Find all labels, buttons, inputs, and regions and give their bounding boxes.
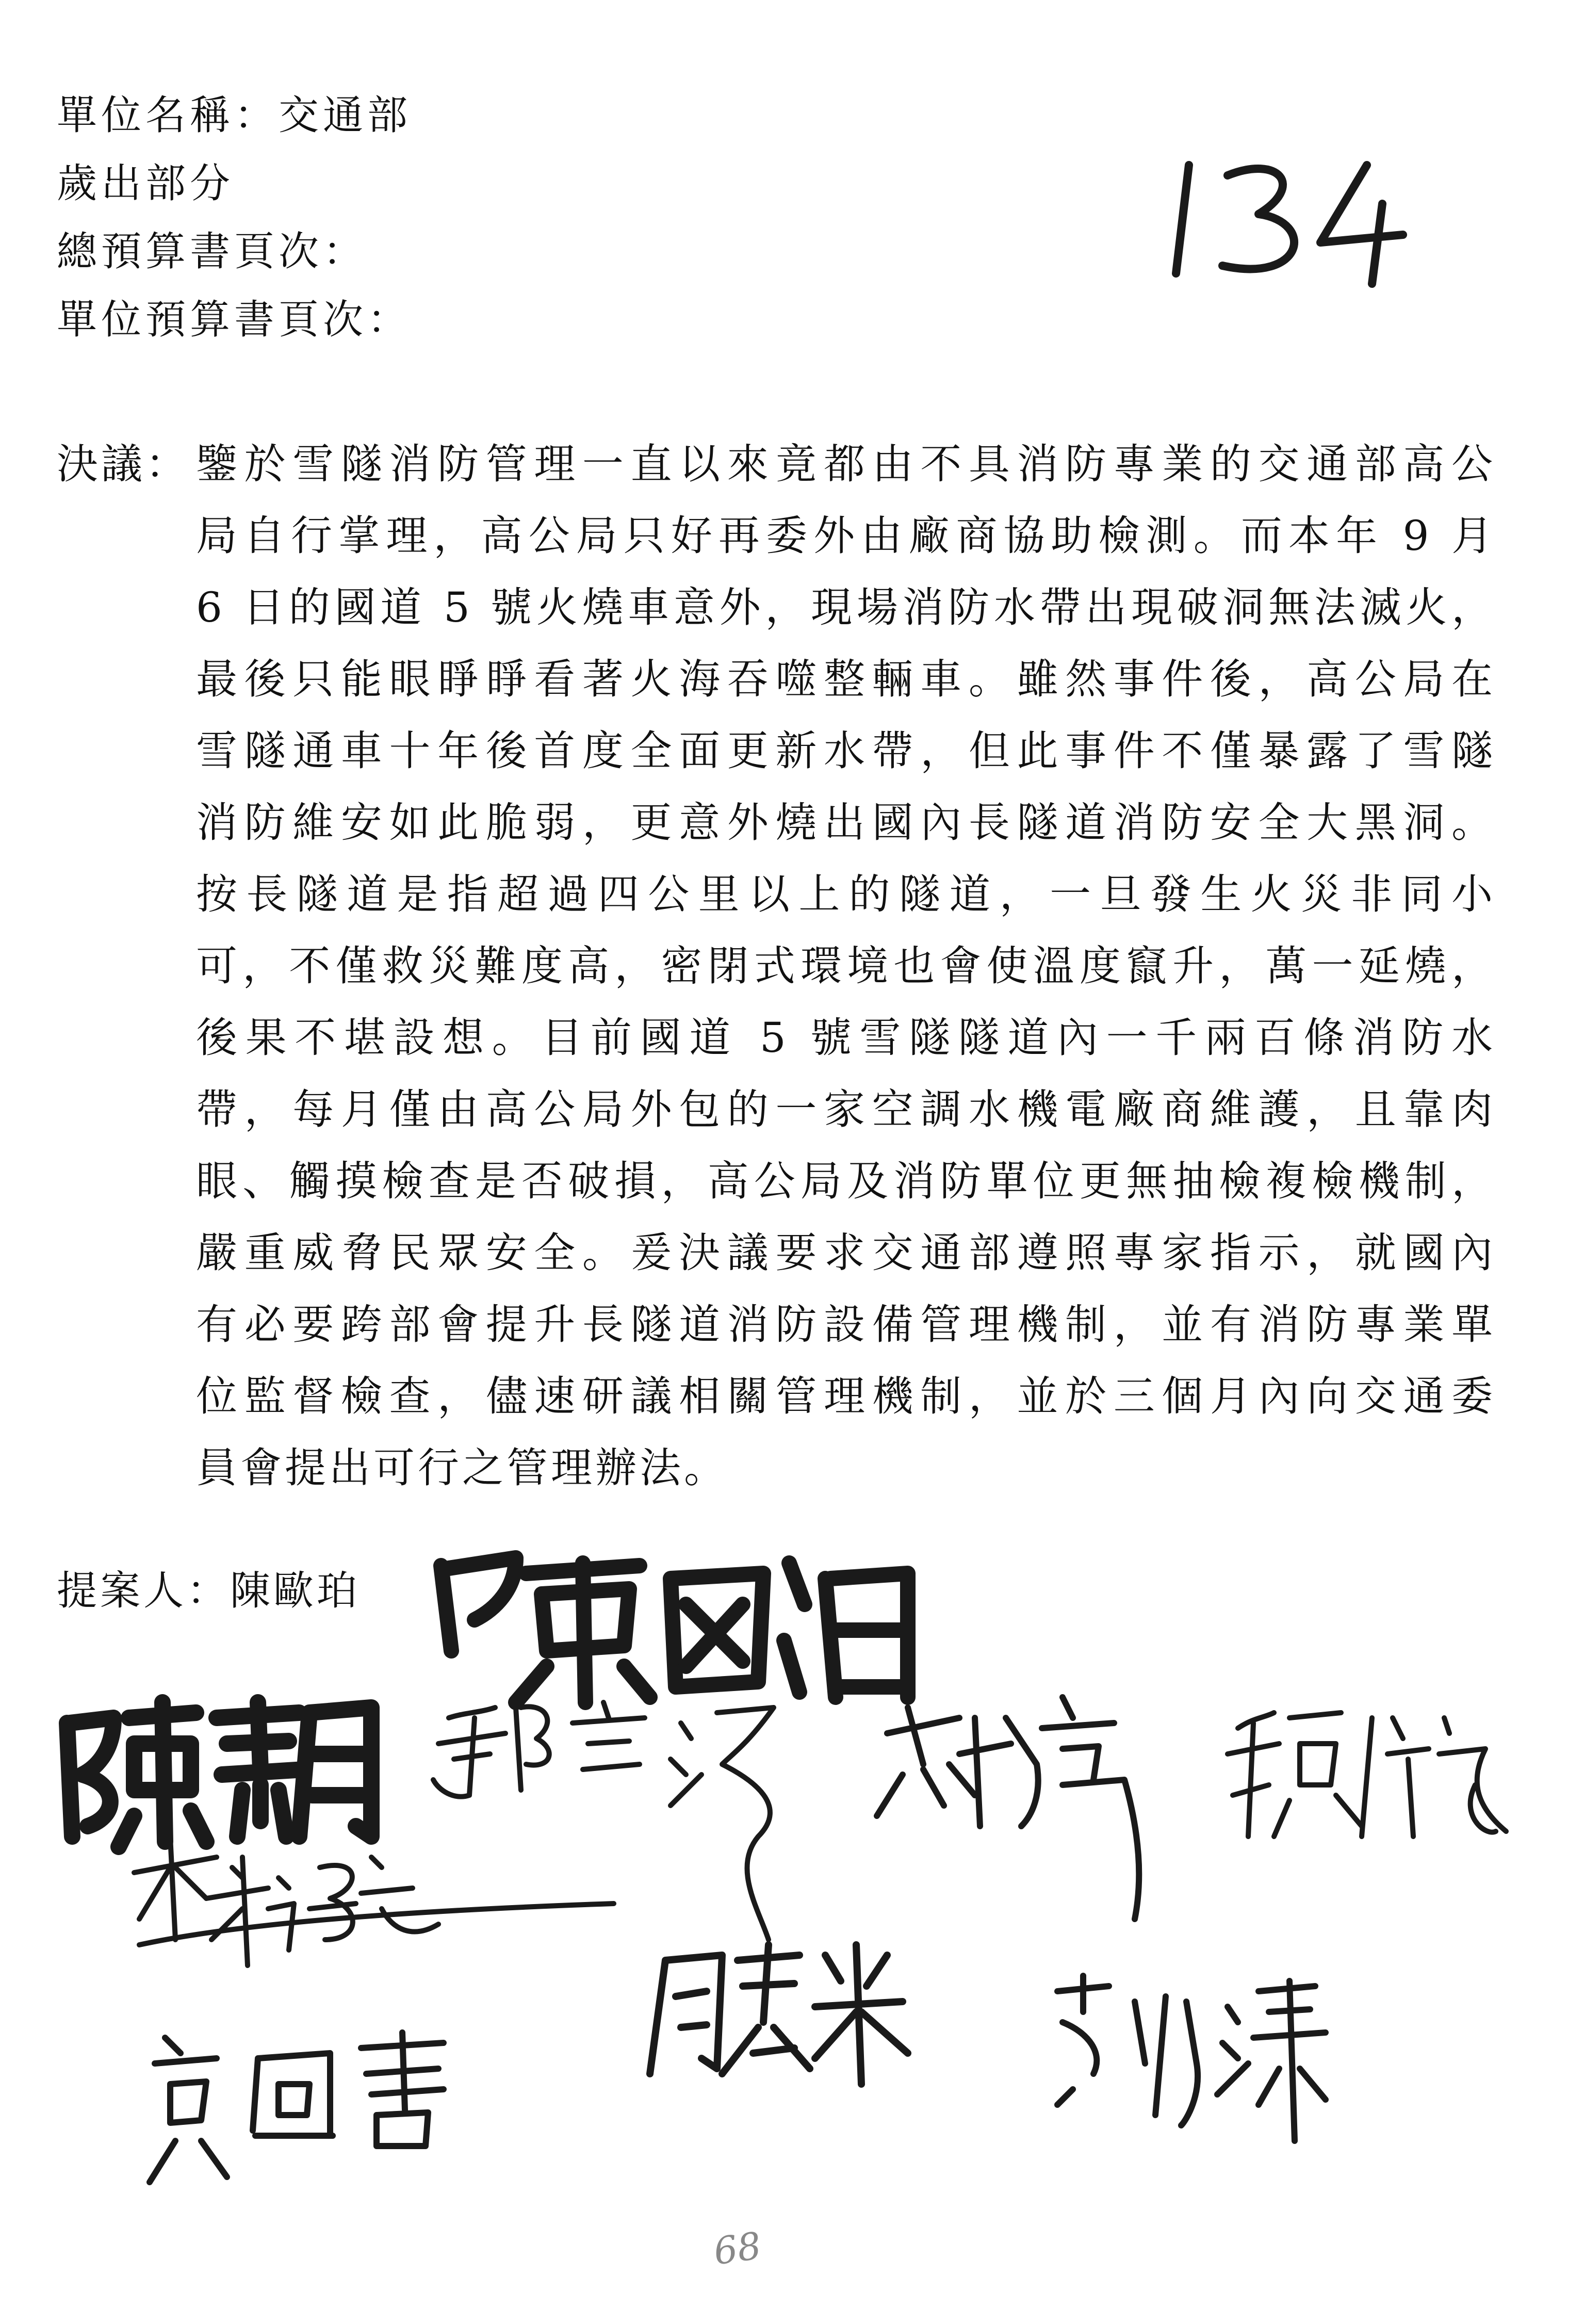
- resolution-line: 消防維安如此脆弱，更意外燒出國內長隧道消防安全大黑洞。: [196, 799, 1496, 847]
- resolution-line: 眼、觸摸檢查是否破損，高公局及消防單位更無抽檢複檢機制，: [196, 1157, 1496, 1205]
- page-footer: [0, 2213, 1584, 2285]
- resolution-line: 6 日的國道 5 號火燒車意外，現場消防水帶出現破洞無法滅火，: [196, 583, 1496, 631]
- resolution-line: 帶，每月僅由高公局外包的一家空調水機電廠商維護，且靠肉: [196, 1085, 1496, 1133]
- resolution-label: 決議：: [57, 440, 190, 488]
- proposer-line: 提案人：陳歐珀: [57, 1568, 361, 1614]
- signature-lin-chun-hsien: [134, 1837, 614, 1965]
- resolution-line: 最後只能眼睜睜看著火海吞噬整輛車。雖然事件後，高公局在: [196, 655, 1496, 703]
- signature-tsai-yi-yu: [877, 1697, 1139, 1919]
- unit-budget-page-line: 單位預算書頁次：: [57, 297, 412, 343]
- resolution-line: 局自行掌理，高公局只好再委外由廠商協助檢測。而本年 9 月: [196, 512, 1496, 560]
- resolution-line: 鑒於雪隧消防管理一直以來竟都由不具消防專業的交通部高公: [196, 440, 1496, 488]
- resolution-line: 按長隧道是指超過四公里以上的隧道，一旦發生火災非同小: [196, 870, 1496, 918]
- signature-chou-chun-mi: [650, 1945, 908, 2084]
- resolution-line: 後果不堪設想。目前國道 5 號雪隧隧道內一千兩百條消防水: [196, 1014, 1496, 1062]
- signature-chen-su-yue: [67, 1702, 371, 1847]
- resolution-line: 可，不僅救災難度高，密閉式環境也會使溫度竄升，萬一延燒，: [196, 942, 1496, 990]
- signature-huang-kuo-shu: [150, 2033, 444, 2182]
- signature-chen-ou-po: [441, 1558, 908, 1702]
- unit-name-line: 單位名稱：交通部: [57, 92, 412, 139]
- resolution-line: 員會提出可行之管理辦法。: [196, 1444, 728, 1492]
- signature-chung-chia-pin: [1228, 1713, 1506, 1837]
- resolution-line: 雪隧通車十年後首度全面更新水帶，但此事件不僅暴露了雪隧: [196, 727, 1496, 775]
- resolution-line: 位監督檢查，儘速研議相關管理機制，並於三個月內向交通委: [196, 1372, 1496, 1420]
- section-line: 歲出部分: [57, 160, 235, 207]
- resolution-line: 嚴重威脅民眾安全。爰決議要求交通部遵照專家指示，就國內: [196, 1229, 1496, 1277]
- footer-page-number: 68: [711, 2223, 764, 2273]
- resolution-line: 有必要跨部會提升長隧道消防設備管理機制，並有消防專業單: [196, 1301, 1496, 1348]
- total-budget-page-line: 總預算書頁次：: [57, 229, 368, 275]
- signature-li-kun-tse: [1057, 1976, 1326, 2141]
